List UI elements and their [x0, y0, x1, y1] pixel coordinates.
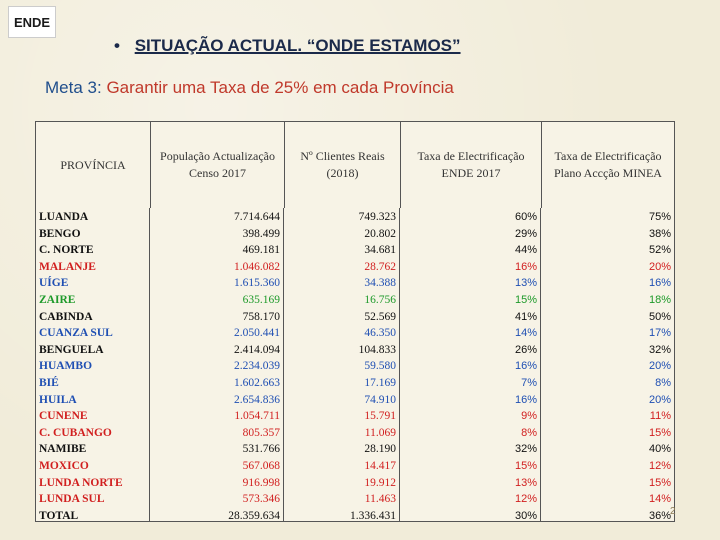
goal-text: Garantir uma Taxa de 25% em cada Província	[106, 78, 454, 97]
cell-taxa-ende: 16%	[514, 260, 537, 273]
cell-clientes: 34.388	[364, 277, 396, 290]
cell-taxa-ende: 16%	[514, 393, 537, 406]
cell-taxa-ende: 7%	[521, 376, 537, 389]
column-provincia	[36, 208, 150, 521]
cell-taxa-minea: 40%	[648, 443, 671, 456]
cell-clientes: 16.756	[364, 293, 396, 306]
cell-taxa-ende: 30%	[514, 509, 537, 522]
cell-populacao: 1.602.663	[234, 376, 280, 389]
cell-provincia: LUNDA NORTE	[39, 476, 123, 489]
cell-populacao: 635.169	[242, 293, 280, 306]
cell-populacao: 1.615.360	[234, 277, 280, 290]
cell-taxa-ende: 8%	[521, 426, 537, 439]
cell-taxa-minea: 18%	[648, 293, 671, 306]
cell-taxa-minea: 8%	[655, 376, 671, 389]
cell-clientes: 749.323	[358, 211, 396, 223]
cell-provincia: HUAMBO	[39, 360, 93, 373]
cell-clientes: 11.069	[364, 426, 396, 439]
cell-provincia: ZAIRE	[39, 293, 76, 306]
cell-populacao: 573.346	[242, 493, 280, 506]
cell-populacao: 28.359.634	[228, 509, 280, 522]
header-taxa-ende: Taxa de Electrificação ENDE 2017	[401, 122, 542, 208]
cell-taxa-minea: 32%	[648, 343, 671, 356]
cell-populacao: 2.050.441	[234, 327, 280, 340]
cell-taxa-minea: 20%	[648, 360, 671, 373]
cell-taxa-minea: 17%	[648, 327, 671, 340]
cell-provincia: C. NORTE	[39, 244, 94, 257]
cell-populacao: 758.170	[242, 310, 280, 323]
cell-populacao: 567.068	[242, 459, 280, 472]
cell-taxa-ende: 15%	[514, 459, 537, 472]
cell-taxa-ende: 12%	[514, 493, 537, 506]
cell-taxa-minea: 20%	[648, 393, 671, 406]
cell-taxa-ende: 32%	[514, 443, 537, 456]
cell-taxa-minea: 38%	[648, 227, 671, 240]
cell-clientes: 104.833	[358, 343, 396, 356]
cell-provincia: LUNDA SUL	[39, 493, 105, 506]
electrification-table	[35, 121, 675, 522]
cell-clientes: 28.762	[364, 260, 396, 273]
cell-provincia: BENGO	[39, 227, 81, 240]
slide-heading	[114, 36, 461, 56]
cell-taxa-ende: 9%	[521, 410, 537, 423]
cell-populacao: 2.234.039	[234, 360, 280, 373]
cell-taxa-minea: 52%	[648, 244, 671, 257]
cell-taxa-minea: 11%	[649, 410, 671, 423]
header-clientes: Nº Clientes Reais (2018)	[285, 122, 401, 208]
cell-taxa-minea: 14%	[648, 493, 671, 506]
cell-taxa-ende: 60%	[514, 211, 537, 223]
cell-populacao: 2.414.094	[234, 343, 280, 356]
cell-clientes: 46.350	[364, 327, 396, 340]
cell-taxa-minea: 75%	[648, 211, 671, 223]
cell-taxa-ende: 16%	[514, 360, 537, 373]
cell-provincia: C. CUBANGO	[39, 426, 112, 439]
cell-populacao: 916.998	[242, 476, 280, 489]
cell-populacao: 531.766	[242, 443, 280, 456]
cell-clientes: 1.336.431	[350, 509, 396, 522]
cell-clientes: 17.169	[364, 376, 396, 389]
cell-clientes: 11.463	[364, 493, 396, 506]
cell-taxa-minea: 16%	[648, 277, 671, 290]
cell-provincia: MOXICO	[39, 459, 89, 472]
header-provincia: PROVÍNCIA	[36, 122, 151, 208]
cell-taxa-ende: 13%	[514, 476, 537, 489]
cell-populacao: 469.181	[242, 244, 280, 257]
column-taxa-ende	[401, 208, 541, 521]
heading-text: SITUAÇÃO ACTUAL. “ONDE ESTAMOS”	[134, 36, 461, 55]
cell-provincia: CABINDA	[39, 310, 93, 323]
cell-populacao: 1.046.082	[234, 260, 280, 273]
cell-clientes: 19.912	[364, 476, 396, 489]
cell-provincia: MALANJE	[39, 260, 96, 273]
header-taxa-minea: Taxa de Electrificação Plano Accção MINEA	[554, 149, 662, 180]
goal-label: Meta 3:	[45, 78, 102, 97]
cell-populacao: 1.054.711	[234, 410, 280, 423]
cell-clientes: 28.190	[364, 443, 396, 456]
cell-taxa-minea: 15%	[648, 426, 671, 439]
cell-taxa-minea: 50%	[648, 310, 671, 323]
cell-taxa-ende: 44%	[514, 244, 537, 257]
cell-populacao: 7.714.644	[234, 211, 280, 223]
cell-taxa-ende: 14%	[514, 327, 537, 340]
cell-provincia: LUANDA	[39, 211, 89, 223]
cell-taxa-minea: 12%	[648, 459, 671, 472]
cell-provincia: HUILA	[39, 393, 77, 406]
cell-clientes: 14.417	[364, 459, 396, 472]
logo-text: ENDE	[13, 14, 51, 30]
cell-populacao: 398.499	[242, 227, 280, 240]
cell-taxa-ende: 26%	[514, 343, 537, 356]
cell-taxa-ende: 13%	[514, 277, 537, 290]
column-taxa-minea	[542, 208, 674, 521]
cell-provincia: BIÉ	[39, 376, 59, 389]
cell-taxa-minea: 15%	[648, 476, 671, 489]
cell-populacao: 805.357	[242, 426, 280, 439]
goal-statement	[45, 78, 454, 98]
cell-provincia: CUANZA SUL	[39, 327, 113, 340]
cell-provincia: TOTAL	[39, 509, 79, 522]
cell-clientes: 74.910	[364, 393, 396, 406]
cell-provincia: UÍGE	[39, 277, 69, 290]
cell-clientes: 52.569	[364, 310, 396, 323]
cell-provincia: BENGUELA	[39, 343, 104, 356]
cell-clientes: 34.681	[364, 244, 396, 257]
column-populacao	[151, 208, 284, 521]
ende-logo	[8, 6, 56, 38]
cell-populacao: 2.654.836	[234, 393, 280, 406]
cell-taxa-ende: 29%	[514, 227, 537, 240]
cell-taxa-minea: 20%	[648, 260, 671, 273]
cell-taxa-minea: 36%	[648, 509, 671, 522]
cell-taxa-ende: 15%	[514, 293, 537, 306]
cell-clientes: 20.802	[364, 227, 396, 240]
header-populacao: População Actualização Censo 2017	[151, 122, 285, 208]
cell-clientes: 15.791	[364, 410, 396, 423]
cell-provincia: CUNENE	[39, 410, 88, 423]
page-number: 2	[670, 506, 676, 517]
heading-bullet: •	[114, 36, 120, 55]
cell-clientes: 59.580	[364, 360, 396, 373]
cell-provincia: NAMIBE	[39, 443, 87, 456]
cell-taxa-ende: 41%	[514, 310, 537, 323]
column-clientes	[285, 208, 400, 521]
